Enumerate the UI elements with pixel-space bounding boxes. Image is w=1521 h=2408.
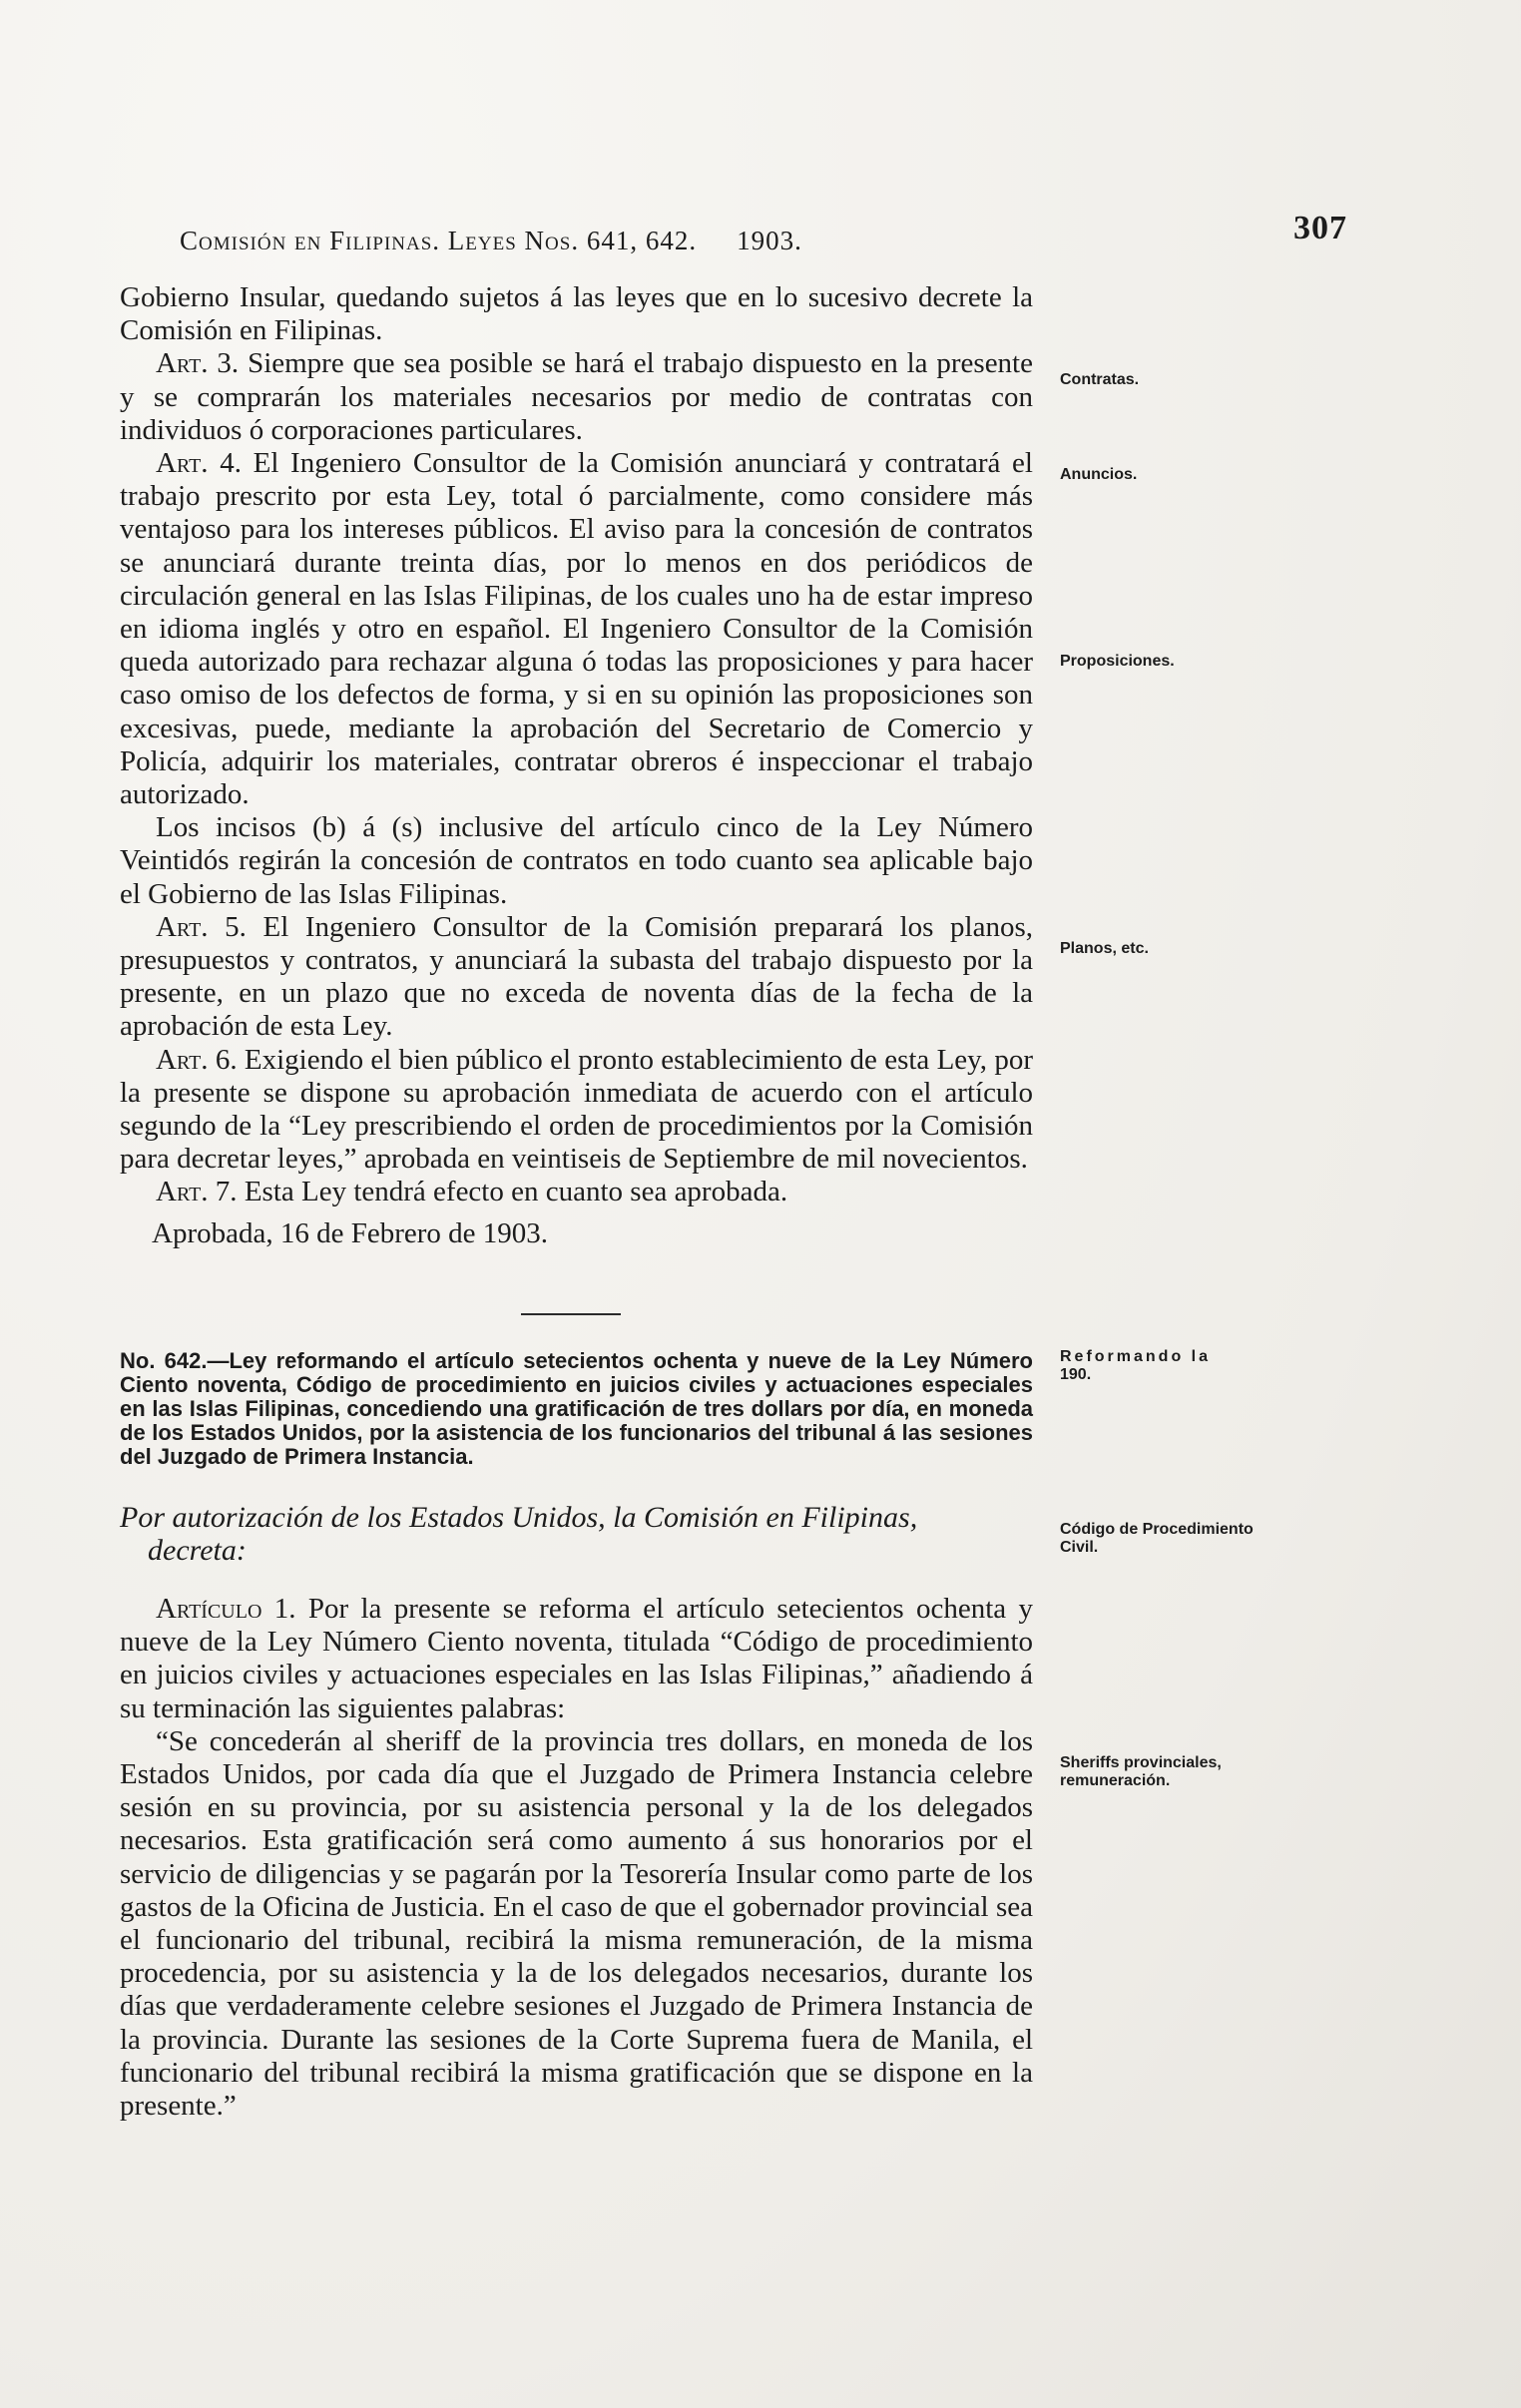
decree-line: Por autorización de los Estados Unidos, la Comisión en Filipinas, [120, 1501, 918, 1534]
margin-note-anuncios: Anuncios. [1060, 466, 1138, 483]
header-title: Comisión en Filipinas. Leyes Nos. 641, 642. [180, 226, 698, 255]
article-label: Art. 4. [156, 447, 242, 480]
article-text: Exigiendo el bien público el pronto establecimiento de esta Ley, por la presente se dispone su aprobación inmediata de acuerdo con el artículo segundo de la “Ley prescribiendo el orden de procedimientos por la Comisión para decretar leyes,” aprobada en veintiseis de Septiembre de mil novecientos. [120, 1043, 1033, 1176]
margin-note-reformando [1060, 1348, 1269, 1384]
article-3 [120, 347, 1033, 447]
article-6 [120, 1044, 1033, 1177]
header-year: 1903. [737, 226, 802, 255]
article-label: Artículo 1. [156, 1593, 296, 1625]
article-4 [120, 447, 1033, 811]
approval-date: Aprobada, 16 de Febrero de 1903. [152, 1216, 549, 1249]
section-law-641 [120, 281, 1033, 1250]
article-7 [120, 1176, 1033, 1208]
section-law-642 [120, 1349, 1033, 2123]
margin-note-codigo: Código de Procedimiento Civil. [1060, 1521, 1254, 1556]
article-5 [120, 911, 1033, 1044]
margin-note-planos: Planos, etc. [1060, 940, 1149, 957]
article-label: Art. 5. [156, 910, 247, 943]
margin-note-proposiciones: Proposiciones. [1060, 653, 1175, 670]
article-1 [120, 1593, 1033, 1725]
article-text: El Ingeniero Consultor de la Comisión preparará los planos, presupuestos y contratos, y anunciará la subasta del trabajo dispuesto por la presente, en un plazo que no exceda de noventa días de la fecha de la aprobación de esta Ley. [120, 910, 1033, 1043]
incisos-paragraph: Los incisos (b) á (s) inclusive del artículo cinco de la Ley Número Veintidós regirán la concesión de contratos en todo cuanto sea aplicable bajo el Gobierno de las Islas Filipinas. [120, 811, 1033, 910]
article-text: Esta Ley tendrá efecto en cuanto sea aprobada. [237, 1176, 788, 1208]
article-label: Art. 3. [156, 347, 240, 380]
margin-note-contratas: Contratas. [1060, 371, 1140, 388]
paragraph-continuation: Gobierno Insular, quedando sujetos á las leyes que en lo sucesivo decrete la Comisión en Filipinas. [120, 281, 1033, 347]
law-642-body [120, 1593, 1033, 2123]
article-text: Siempre que sea posible se hará el trabajo dispuesto en la presente y se comprarán los materiales necesarios por medio de contratas con individuos ó corporaciones particulares. [120, 347, 1033, 446]
section-divider [521, 1313, 621, 1315]
margin-note-text: Reformando la [1060, 1348, 1212, 1365]
decree-formula [120, 1501, 1033, 1567]
margin-note-sheriffs: Sheriffs provinciales, remuneración. [1060, 1754, 1222, 1789]
article-label: Art. 6. [156, 1043, 238, 1076]
article-label: Art. 7. [156, 1176, 238, 1208]
decree-line: decreta: [148, 1534, 247, 1567]
page-number: 307 [1293, 210, 1347, 246]
quoted-amendment: “Se concederán al sheriff de la provincia tres dollars, en moneda de los Estados Unidos, por cada día que el Juzgado de Primera Instancia celebre sesión en su provincia, por su asistencia personal y la de los delegados necesarios. Esta gratificación será como aumento á sus honorarios por el servicio de diligencias y se pagarán por la Tesorería Insular como parte de los gastos de la Oficina de Justicia. En el caso de que el gobernador provincial sea el funcionario del tribunal, recibirá la misma remuneración, de la misma procedencia, por su asistencia y la de los delegados necesarios, durante los días que verdaderamente celebre sesiones el Juzgado de Primera Instancia de la provincia. Durante las sesiones de la Corte Suprema fuera de Manila, el funcionario del tribunal recibirá la misma gratificación que se dispone en la presente.” [120, 1724, 1033, 2123]
running-header [180, 210, 1347, 256]
law-title: No. 642.—Ley reformando el artículo setecientos ochenta y nueve de la Ley Número Ciento noventa, Código de procedimiento en juicios civiles y actuaciones especiales en las Islas Filipinas, concediendo una gratificación de tres dollars por día, en moneda de los Estados Unidos, por la asistencia de los funcionarios del tribunal á las sesiones del Juzgado de Primera Instancia. [120, 1348, 1033, 1469]
article-text: Por la presente se reforma el artículo setecientos ochenta y nueve de la Ley Número Ciento noventa, titulada “Código de procedimiento en juicios civiles y actuaciones especiales en las Islas Filipinas,” añadiendo á su terminación las siguientes palabras: [120, 1593, 1033, 1724]
margin-note-text: 190. [1060, 1366, 1092, 1383]
article-text: El Ingeniero Consultor de la Comisión anunciará y contratará el trabajo prescrito por esta Ley, total ó parcialmente, como considere más ventajoso para los intereses públicos. El aviso para la concesión de contratos se anunciará durante treinta días, por lo menos en dos periódicos de circulación general en las Islas Filipinas, de los cuales uno ha de estar impreso en idioma inglés y otro en español. El Ingeniero Consultor de la Comisión queda autorizado para rechazar alguna ó todas las proposiciones y para hacer caso omiso de los defectos de forma, y si en su opinión las proposiciones son excesivas, puede, mediante la aprobación del Secretario de Comercio y Policía, adquirir los materiales, contratar obreros é inspeccionar el trabajo autorizado. [120, 447, 1033, 811]
